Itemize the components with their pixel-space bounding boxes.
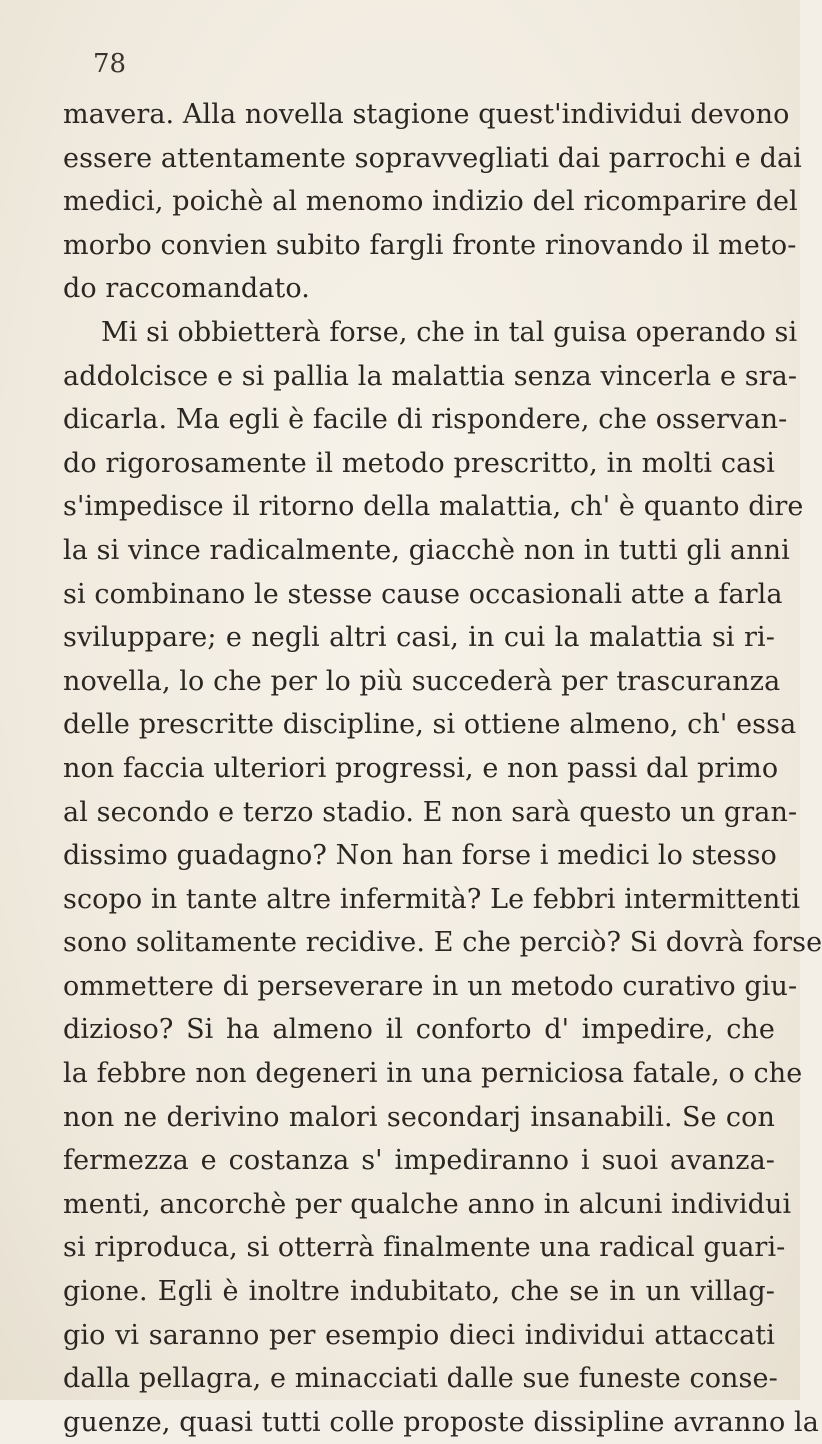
text-line: medici, poichè al menomo indizio del ricomparire del [63, 186, 798, 218]
text-line: dizioso? Si ha almeno il conforto d' impedire, che [63, 1014, 775, 1046]
text-line: la si vince radicalmente, giacchè non in tutti gli anni [63, 534, 790, 566]
text-line: scopo in tante altre infermità? Le febbri intermittenti [63, 883, 801, 915]
text-line: dicarla. Ma egli è facile di rispondere, che osservan- [63, 404, 788, 436]
text-line: essere attentamente sopravvegliati dai parrochi e dai [63, 142, 802, 174]
text-line: novella, lo che per lo più succederà per trascuranza [63, 665, 781, 697]
text-line: fermezza e costanza s' impediranno i suoi avanza- [63, 1145, 775, 1177]
text-line: non faccia ulteriori progressi, e non passi dal primo [63, 752, 779, 784]
text-line: si combinano le stesse cause occasionali atte a farla [63, 578, 783, 610]
text-line: guenze, quasi tutti colle proposte dissipline avranno la [63, 1406, 819, 1438]
text-line: sono solitamente recidive. E che perciò? Si dovrà forse [63, 927, 822, 959]
text-line: menti, ancorchè per qualche anno in alcuni individui [63, 1188, 792, 1220]
body-text [63, 93, 822, 1444]
text-line: si riproduca, si otterrà finalmente una radical guari- [63, 1232, 786, 1264]
text-line: dissimo guadagno? Non han forse i medici lo stesso [63, 840, 777, 872]
text-line: do rigorosamente il metodo prescritto, in molti casi [63, 447, 775, 479]
text-line: addolcisce e si pallia la malattia senza vincerla e sra- [63, 360, 798, 392]
paragraph-start-line: Mi si obbietterà forse, che in tal guisa operando si [101, 316, 798, 348]
text-line: gio vi saranno per esempio dieci individui attaccati [63, 1319, 775, 1351]
text-line: la febbre non degeneri in una perniciosa fatale, o che [63, 1058, 803, 1090]
text-line: non ne derivino malori secondarj insanabili. Se con [63, 1101, 775, 1133]
text-line: sviluppare; e negli altri casi, in cui la malattia si ri- [63, 622, 775, 654]
text-line: dalla pellagra, e minacciati dalle sue funeste conse- [63, 1363, 778, 1395]
text-line: gione. Egli è inoltre indubitato, che se in un villag- [63, 1276, 775, 1308]
text-line: al secondo e terzo stadio. E non sarà questo un gran- [63, 796, 798, 828]
text-line: s'impedisce il ritorno della malattia, ch' è quanto dire [63, 491, 804, 523]
page-number: 78 [93, 49, 127, 79]
text-line: ommettere di perseverare in un metodo curativo giu- [63, 970, 798, 1002]
text-line: morbo convien subito fargli fronte rinovando il meto- [63, 229, 797, 261]
text-line: mavera. Alla novella stagione quest'individui devono [63, 99, 790, 130]
text-line: delle prescritte discipline, si ottiene almeno, ch' essa [63, 709, 797, 741]
paragraph-end-line: do raccomandato. [63, 273, 310, 305]
